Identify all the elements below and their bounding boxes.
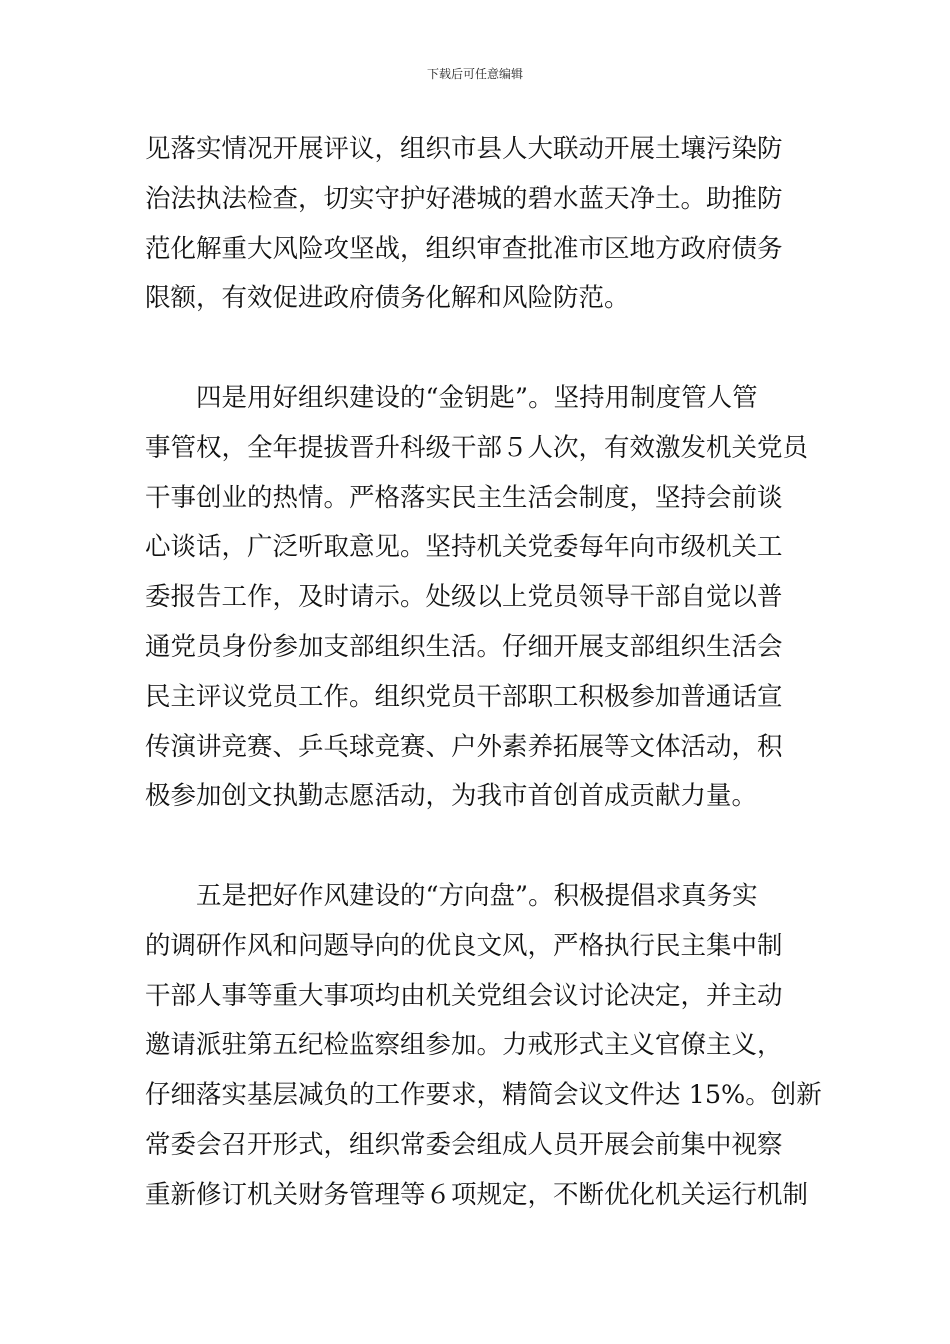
text-line: 四是用好组织建设的“金钥匙”。坚持用制度管人管 [196, 382, 758, 413]
text-line: 重新修订机关财务管理等６项规定，不断优化机关运行机制 [145, 1179, 809, 1210]
paragraph-2 [145, 374, 807, 822]
text-line: 治法执法检查，切实守护好港城的碧水蓝天净土。助推防 [145, 183, 783, 214]
text-line: 五是把好作风建设的“方向盘”。积极提倡求真务实 [196, 880, 758, 911]
page-header: 下载后可任意编辑 [426, 67, 523, 81]
text-line: 邀请派驻第五纪检监察组参加。力戒形式主义官僚主义， [145, 1030, 783, 1061]
document-body [145, 125, 822, 1221]
text-line: 委报告工作，及时请示。处级以上党员领导干部自觉以普 [145, 582, 783, 613]
text-line: 事管权，全年提拔晋升科级干部５人次，有效激发机关党员 [145, 432, 809, 463]
text-line: 范化解重大风险攻坚战，组织审查批准市区地方政府债务 [145, 233, 783, 264]
text-line: 干部人事等重大事项均由机关党组会议讨论决定，并主动 [145, 980, 783, 1011]
text-line: 干事创业的热情。严格落实民主生活会制度，坚持会前谈 [145, 482, 783, 513]
paragraph-1 [145, 125, 807, 324]
paragraph-3 [145, 872, 822, 1221]
text-line: 见落实情况开展评议，组织市县人大联动开展土壤污染防 [145, 134, 783, 164]
text-line: 通党员身份参加支部组织生活。仔细开展支部组织生活会 [145, 631, 783, 662]
text-line: 传演讲竞赛、乒乓球竞赛、户外素养拓展等文体活动，积 [145, 731, 783, 762]
text-line: 心谈话，广泛听取意见。坚持机关党委每年向市级机关工 [145, 532, 783, 563]
text-line: 常委会召开形式，组织常委会组成人员开展会前集中视察 [145, 1129, 783, 1160]
text-line: 极参加创文执勤志愿活动，为我市首创首成贡献力量。 [145, 781, 758, 812]
text-line: 限额，有效促进政府债务化解和风险防范。 [145, 283, 630, 314]
text-line: 的调研作风和问题导向的优良文风，严格执行民主集中制 [145, 930, 783, 961]
text-line: 仔细落实基层减负的工作要求，精简会议文件达 15%。创新 [145, 1080, 822, 1111]
text-line: 民主评议党员工作。组织党员干部职工积极参加普通话宣 [145, 681, 783, 712]
